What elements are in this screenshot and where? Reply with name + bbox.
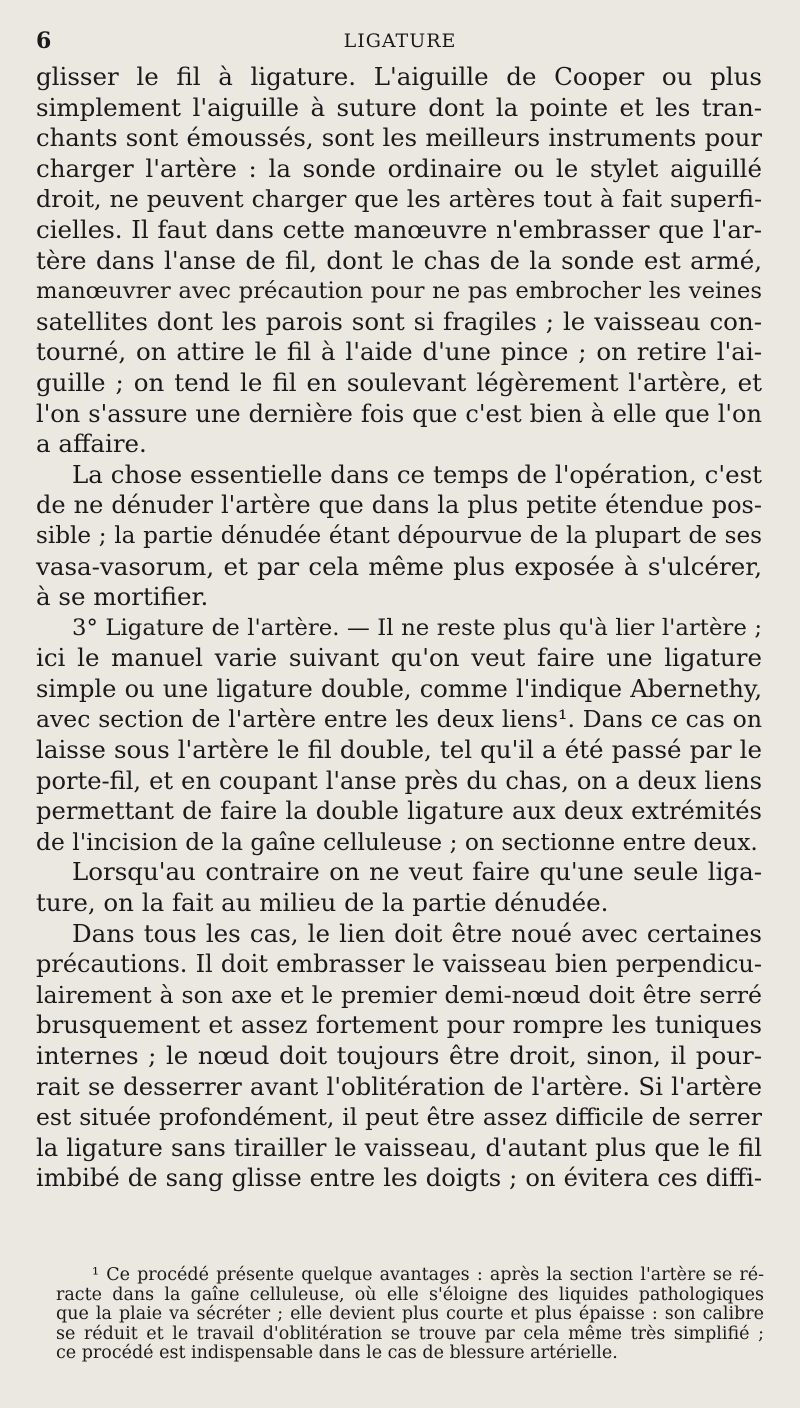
text-line: précautions. Il doit embrasser le vaisseau bien perpendicu-: [36, 950, 762, 979]
footnote-line: racte dans la gaîne celluleuse, où elle s'éloigne des liquides pathologiques: [56, 1284, 764, 1305]
text-line: la ligature sans tirailler le vaisseau, d'autant plus que le fil: [36, 1133, 762, 1162]
paragraph-1: [36, 62, 762, 460]
footnote-line: ¹ Ce procédé présente quelque avantages : après la section l'artère se ré-: [92, 1265, 764, 1285]
text-line: rait se desserrer avant l'oblitération de l'artère. Si l'artère: [36, 1071, 762, 1101]
paragraph-4: [36, 857, 762, 918]
text-line: ici le manuel varie suivant qu'on veut faire une ligature: [36, 643, 762, 673]
running-title: LIGATURE: [343, 30, 457, 52]
text-line: permettant de faire la double ligature aux deux extrémités: [36, 797, 762, 826]
text-line: porte-fil, et en coupant l'anse près du chas, on a deux liens: [36, 766, 762, 795]
text-line: satellites dont les parois sont si fragiles ; le vaisseau con-: [36, 306, 762, 336]
text-line: cielles. Il faut dans cette manœuvre n'embrasser que l'ar-: [36, 214, 762, 244]
footnote-line: que la plaie va sécréter ; elle devient plus courte et plus épaisse : son calibre: [56, 1304, 764, 1325]
text-line: imbibé de sang glisse entre les doigts ; on évitera ces diffi-: [36, 1164, 762, 1193]
footnote-line: ce procédé est indispensable dans le cas de blessure artérielle.: [56, 1343, 618, 1364]
text-line: simple ou une ligature double, comme l'indique Abernethy,: [36, 674, 762, 703]
text-line: tourné, on attire le fil à l'aide d'une pince ; on retire l'ai-: [36, 337, 762, 367]
page-header: [0, 28, 800, 58]
text-line: glisser le fil à ligature. L'aiguille de Cooper ou plus: [36, 62, 762, 91]
text-line: lairement à son axe et le premier demi-nœud doit être serré: [36, 980, 762, 1009]
text-line: tère dans l'anse de fil, dont le chas de la sonde est armé,: [36, 245, 762, 275]
text-line: brusquement et assez fortement pour rompre les tuniques: [36, 1010, 762, 1040]
text-line: droit, ne peuvent charger que les artères tout à fait superfi-: [36, 185, 762, 214]
text-line: La chose essentielle dans ce temps de l'opération, c'est: [72, 459, 762, 489]
text-line: 3° Ligature de l'artère. — Il ne reste plus qu'à lier l'artère ;: [72, 614, 762, 641]
text-line: guille ; on tend le fil en soulevant légèrement l'artère, et: [36, 367, 762, 397]
text-line: laisse sous l'artère le fil double, tel qu'il a été passé par le: [36, 735, 762, 765]
page-number: 6: [36, 28, 52, 54]
text-line: avec section de l'artère entre les deux liens¹. Dans ce cas on: [36, 705, 762, 734]
text-line: simplement l'aiguille à suture dont la pointe et les tran-: [36, 92, 762, 122]
footnote-line: se réduit et le travail d'oblitération se trouve par cela même très simplifié ;: [56, 1323, 764, 1344]
text-line: est située profondément, il peut être assez difficile de serrer: [36, 1103, 762, 1132]
footnote: [56, 1266, 764, 1364]
text-line: Lorsqu'au contraire on ne veut faire qu'une seule liga-: [72, 857, 762, 887]
text-line: ture, on la fait au milieu de la partie dénudée.: [36, 888, 609, 918]
text-line: sible ; la partie dénudée étant dépourvue de la plupart de ses: [36, 522, 762, 549]
text-line: à se mortifier.: [36, 582, 209, 612]
text-line: vasa-vasorum, et par cela même plus exposée à s'ulcérer,: [36, 551, 762, 581]
text-line: de l'incision de la gaîne celluleuse ; on sectionne entre deux.: [36, 827, 758, 856]
paragraph-3: [36, 613, 762, 858]
text-line: a affaire.: [36, 429, 147, 459]
text-line: Dans tous les cas, le lien doit être noué avec certaines: [72, 918, 762, 948]
text-line: manœuvrer avec précaution pour ne pas embrocher les veines: [36, 278, 762, 305]
text-line: de ne dénuder l'artère que dans la plus petite étendue pos-: [36, 491, 762, 520]
paragraph-2: [36, 460, 762, 613]
text-line: chants sont émoussés, sont les meilleurs instruments pour: [36, 123, 762, 153]
body-text: [36, 62, 762, 1194]
paragraph-5: [36, 919, 762, 1194]
text-line: internes ; le nœud doit toujours être droit, sinon, il pour-: [36, 1041, 762, 1070]
text-line: charger l'artère : la sonde ordinaire ou le stylet aiguillé: [36, 153, 762, 183]
text-line: l'on s'assure une dernière fois que c'est bien à elle que l'on: [36, 399, 762, 428]
